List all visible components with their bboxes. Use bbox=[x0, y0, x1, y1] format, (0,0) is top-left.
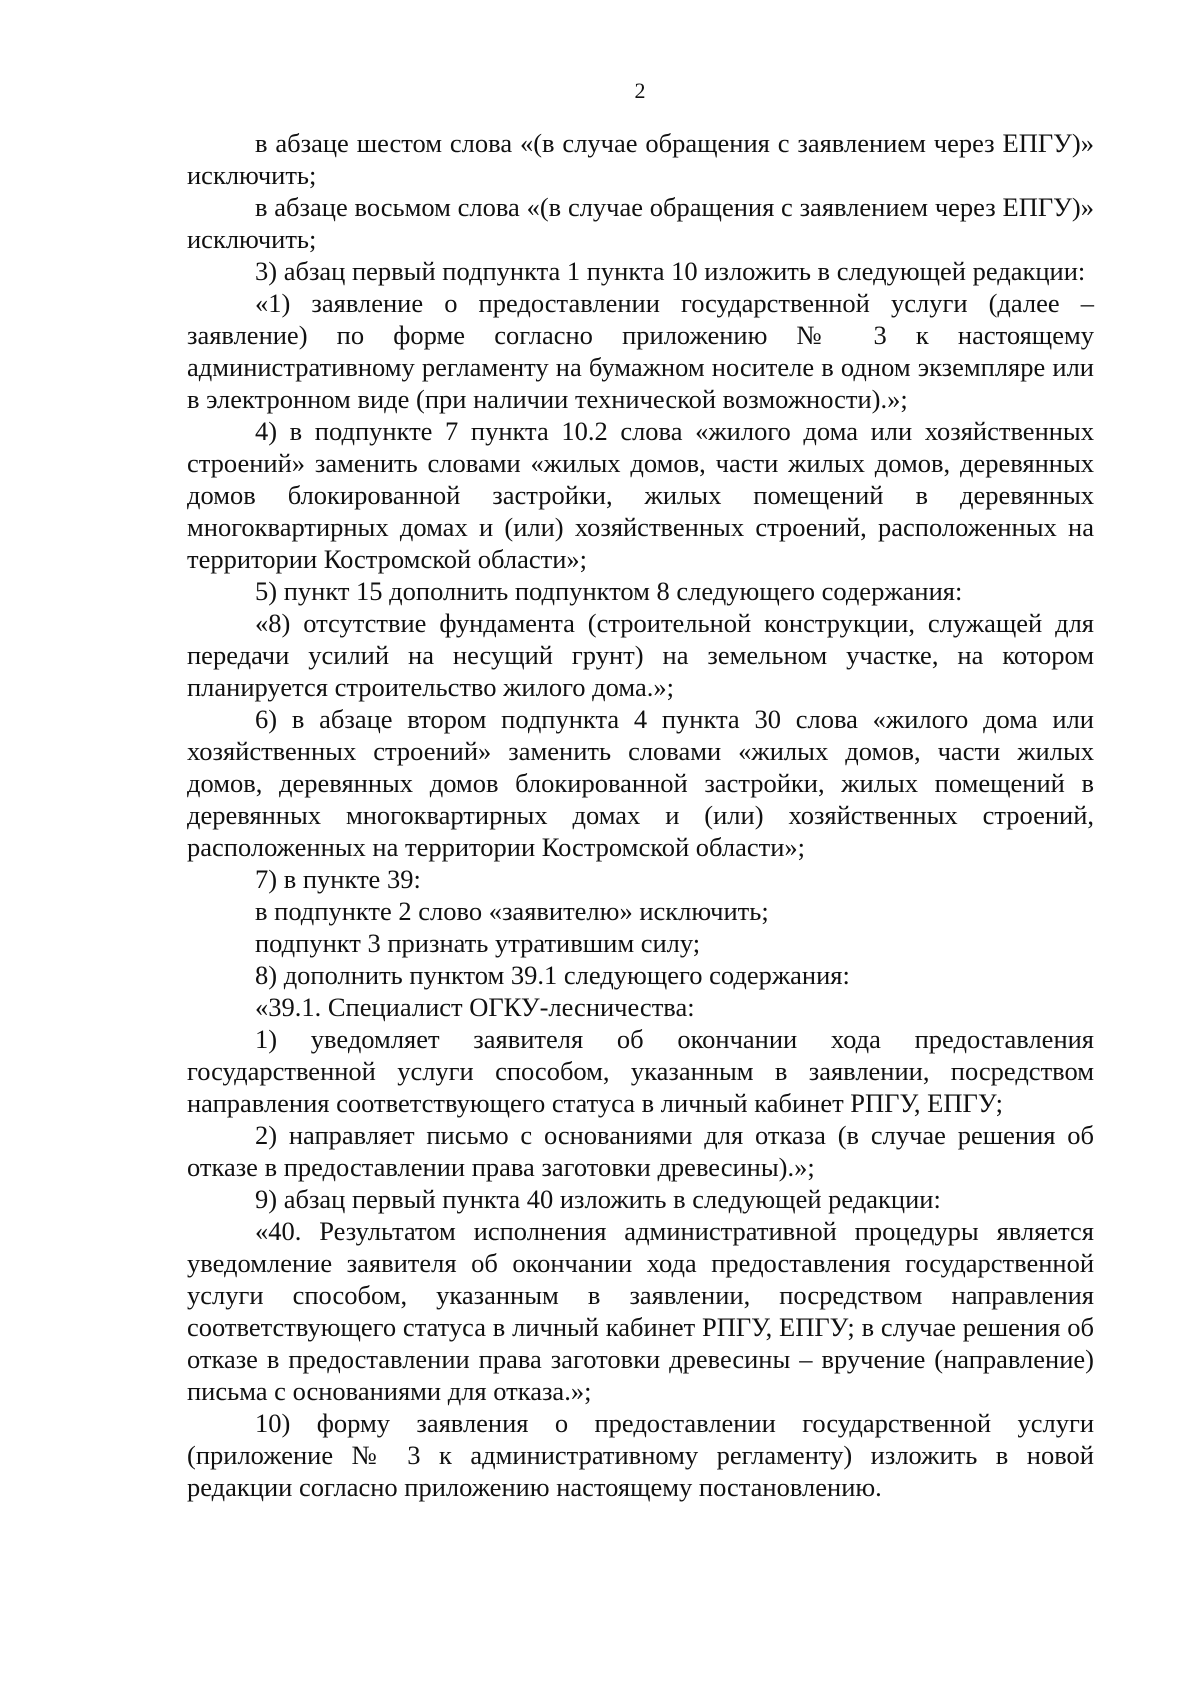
paragraph: 10) форму заявления о предоставлении государственной услуги (приложение № 3 к административному регламенту) изложить в новой редакции согласно приложению настоящему постановлению. bbox=[187, 1408, 1094, 1502]
document-body bbox=[187, 127, 1094, 1503]
paragraph: «39.1. Специалист ОГКУ-лесничества: bbox=[255, 992, 695, 1022]
paragraph: в подпункте 2 слово «заявителю» исключить; bbox=[255, 896, 769, 926]
paragraph: 8) дополнить пунктом 39.1 следующего содержания: bbox=[255, 960, 850, 990]
paragraph: «1) заявление о предоставлении государственной услуги (далее – заявление) по форме согласно приложению № 3 к настоящему административному регламенту на бумажном носителе в одном экземпляре или в электронном виде (при наличии технической возможности).»; bbox=[187, 288, 1094, 414]
page-number: 2 bbox=[634, 78, 646, 103]
paragraph: 1) уведомляет заявителя об окончании хода предоставления государственной услуги способом, указанным в заявлении, посредством направления соответствующего статуса в личный кабинет РПГУ, ЕПГУ; bbox=[187, 1024, 1094, 1118]
paragraph: «40. Результатом исполнения административной процедуры является уведомление заявителя об окончании хода предоставления государственной услуги способом, указанным в заявлении, посредством направления соответствующего статуса в личный кабинет РПГУ, ЕПГУ; в случае решения об отказе в предоставлении права заготовки древесины – вручение (направление) письма с основаниями для отказа.»; bbox=[187, 1216, 1094, 1406]
paragraph: в абзаце шестом слова «(в случае обращения с заявлением через ЕПГУ)» исключить; bbox=[187, 128, 1094, 190]
paragraph: 5) пункт 15 дополнить подпунктом 8 следующего содержания: bbox=[255, 576, 963, 606]
paragraph: в абзаце восьмом слова «(в случае обращения с заявлением через ЕПГУ)» исключить; bbox=[187, 192, 1094, 254]
paragraph: «8) отсутствие фундамента (строительной конструкции, служащей для передачи усилий на несущий грунт) на земельном участке, на котором планируется строительство жилого дома.»; bbox=[187, 608, 1094, 702]
paragraph: 6) в абзаце втором подпункта 4 пункта 30 слова «жилого дома или хозяйственных строений» заменить словами «жилых домов, части жилых домов, деревянных домов блокированной застройки, жилых помещений в деревянных многоквартирных домах и (или) хозяйственных строений, расположенных на территории Костромской области»; bbox=[187, 704, 1094, 862]
paragraph: 3) абзац первый подпункта 1 пункта 10 изложить в следующей редакции: bbox=[255, 256, 1086, 286]
paragraph: 7) в пункте 39: bbox=[255, 864, 421, 894]
paragraph: подпункт 3 признать утратившим силу; bbox=[255, 928, 701, 958]
paragraph: 4) в подпункте 7 пункта 10.2 слова «жилого дома или хозяйственных строений» заменить словами «жилых домов, части жилых домов, деревянных домов блокированной застройки, жилых помещений в деревянных многоквартирных домах и (или) хозяйственных строений, расположенных на территории Костромской области»; bbox=[187, 416, 1094, 574]
paragraph: 2) направляет письмо с основаниями для отказа (в случае решения об отказе в предоставлении права заготовки древесины).»; bbox=[187, 1120, 1094, 1182]
paragraph: 9) абзац первый пункта 40 изложить в следующей редакции: bbox=[255, 1184, 941, 1214]
